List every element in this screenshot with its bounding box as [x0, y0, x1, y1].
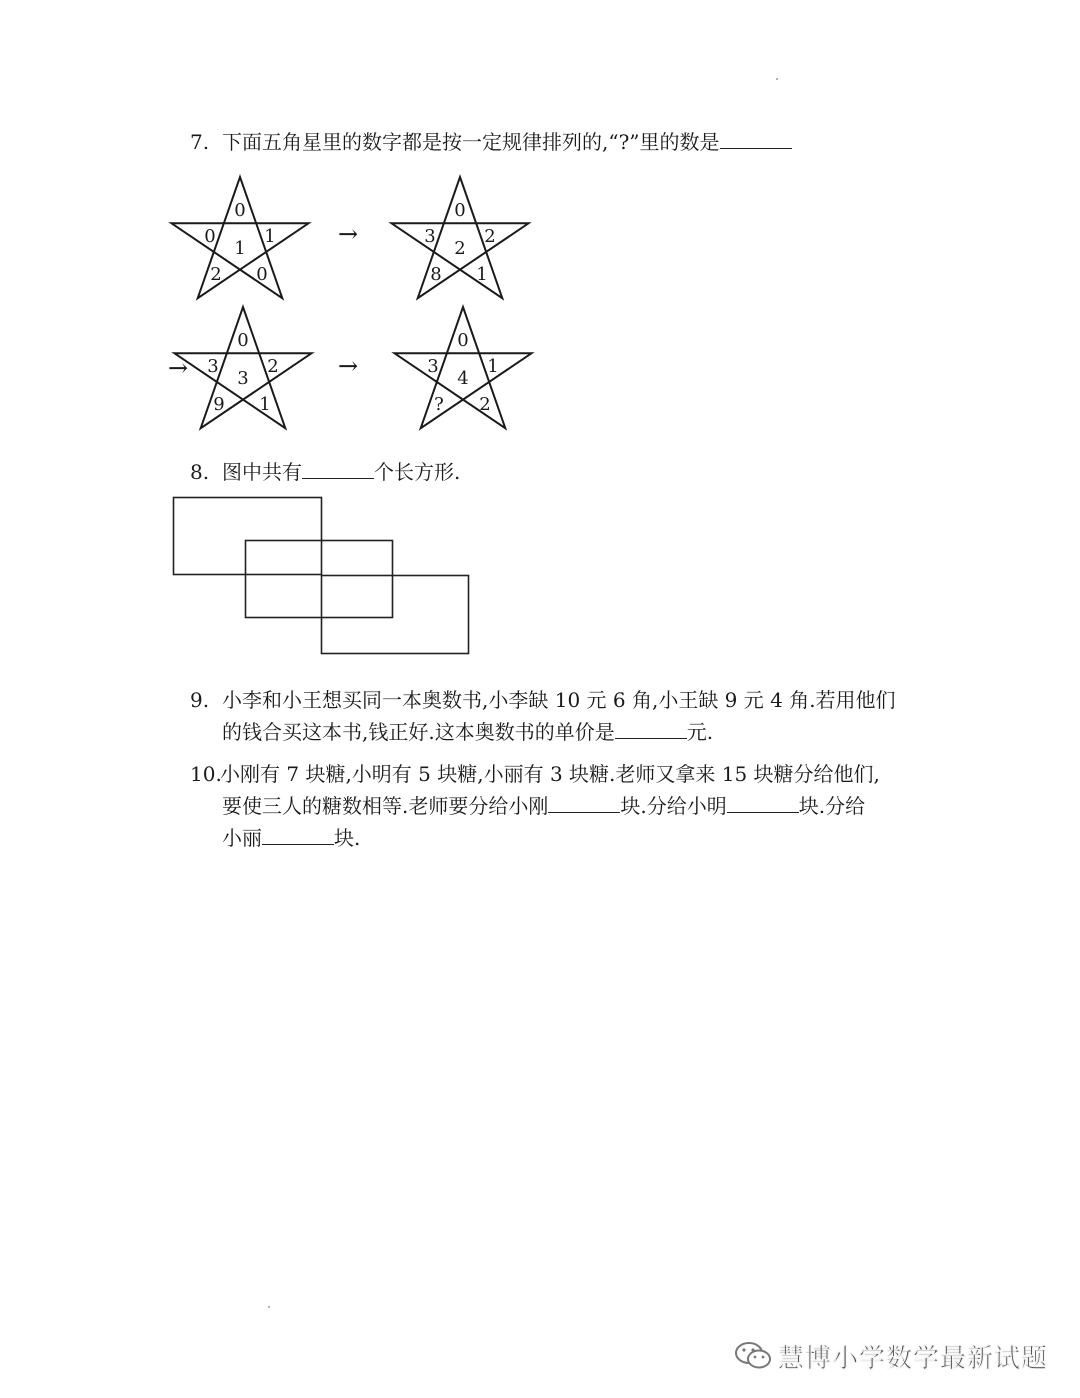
answer-blank[interactable]	[727, 790, 799, 813]
scan-speck	[268, 1306, 270, 1308]
star-2-right-number: 2	[484, 226, 496, 247]
question-8	[190, 456, 590, 490]
star-2-left-number: 3	[424, 226, 436, 247]
question-text: 块.分给	[798, 794, 866, 818]
star-3-center-number: 3	[237, 368, 249, 389]
rectangle-top-left	[174, 498, 322, 575]
question-text: 图中共有	[222, 460, 302, 484]
star-2-bottom-left-number: 8	[430, 264, 442, 285]
arrow-icon: →	[338, 220, 359, 248]
rectangle-middle	[246, 541, 393, 618]
question-text: 小丽	[222, 826, 262, 850]
star-1-left-number: 0	[204, 226, 216, 247]
star-2-center-number: 2	[454, 238, 466, 259]
question-text: 元.	[686, 720, 714, 744]
question-text: 下面五角星里的数字都是按一定规律排列的,“?”里的数是	[222, 130, 720, 154]
question-text: 小李和小王想买同一本奥数书,小李缺 10 元 6 角,小王缺 9 元 4 角.若用他们	[222, 688, 896, 712]
question-text: 块.分给小明	[620, 794, 727, 818]
watermark	[734, 1334, 1048, 1378]
star-4-bottom-right-number: 2	[479, 394, 491, 415]
star-1-bottom-left-number: 2	[210, 264, 222, 285]
star-2-top-number: 0	[454, 200, 466, 221]
watermark-text: 慧博小学数学最新试题	[778, 1343, 1049, 1374]
wechat-icon	[734, 1340, 774, 1372]
question-number: 10.	[190, 762, 222, 786]
rectangle-bottom-right	[322, 576, 469, 654]
question-9	[190, 684, 950, 750]
answer-blank[interactable]	[615, 716, 687, 739]
answer-blank[interactable]	[720, 126, 792, 149]
star-3-bottom-left-number: 9	[213, 394, 225, 415]
question-number: 7.	[190, 130, 210, 154]
question-number: 8.	[190, 460, 210, 484]
star-4-center-number: 4	[457, 368, 469, 389]
star-3-right-number: 2	[267, 356, 279, 377]
star-3-top-number: 0	[237, 330, 249, 351]
arrow-icon: →	[168, 354, 189, 382]
rectangles-figure	[170, 494, 480, 664]
question-text: 小刚有 7 块糖,小明有 5 块糖,小丽有 3 块糖.老师又拿来 15 块糖分给他们,	[220, 762, 880, 786]
star-1-top-number: 0	[234, 200, 246, 221]
question-7	[190, 126, 890, 160]
star-4-top-number: 0	[457, 330, 469, 351]
star-3-left-number: 3	[207, 356, 219, 377]
star-4-bottom-left-number: ?	[434, 394, 444, 415]
star-1-bottom-right-number: 0	[256, 264, 268, 285]
question-text: 的钱合买这本书,钱正好.这本奥数书的单价是	[222, 720, 615, 744]
question-text: 要使三人的糖数相等.老师要分给小刚	[222, 794, 549, 818]
question-text: 块.	[334, 826, 361, 850]
question-number: 9.	[190, 688, 210, 712]
question-10	[190, 758, 950, 858]
answer-blank[interactable]	[302, 456, 374, 479]
star-3-bottom-right-number: 1	[259, 394, 271, 415]
arrow-icon: →	[338, 352, 359, 380]
star-4-left-number: 3	[427, 356, 439, 377]
answer-blank[interactable]	[548, 790, 620, 813]
star-4-right-number: 1	[487, 356, 499, 377]
star-figure	[160, 160, 560, 440]
scan-speck	[776, 78, 778, 80]
answer-blank[interactable]	[262, 822, 334, 845]
star-2-bottom-right-number: 1	[476, 264, 488, 285]
star-1-center-number: 1	[234, 238, 246, 259]
question-text: 个长方形.	[374, 460, 461, 484]
star-1-right-number: 1	[264, 226, 276, 247]
